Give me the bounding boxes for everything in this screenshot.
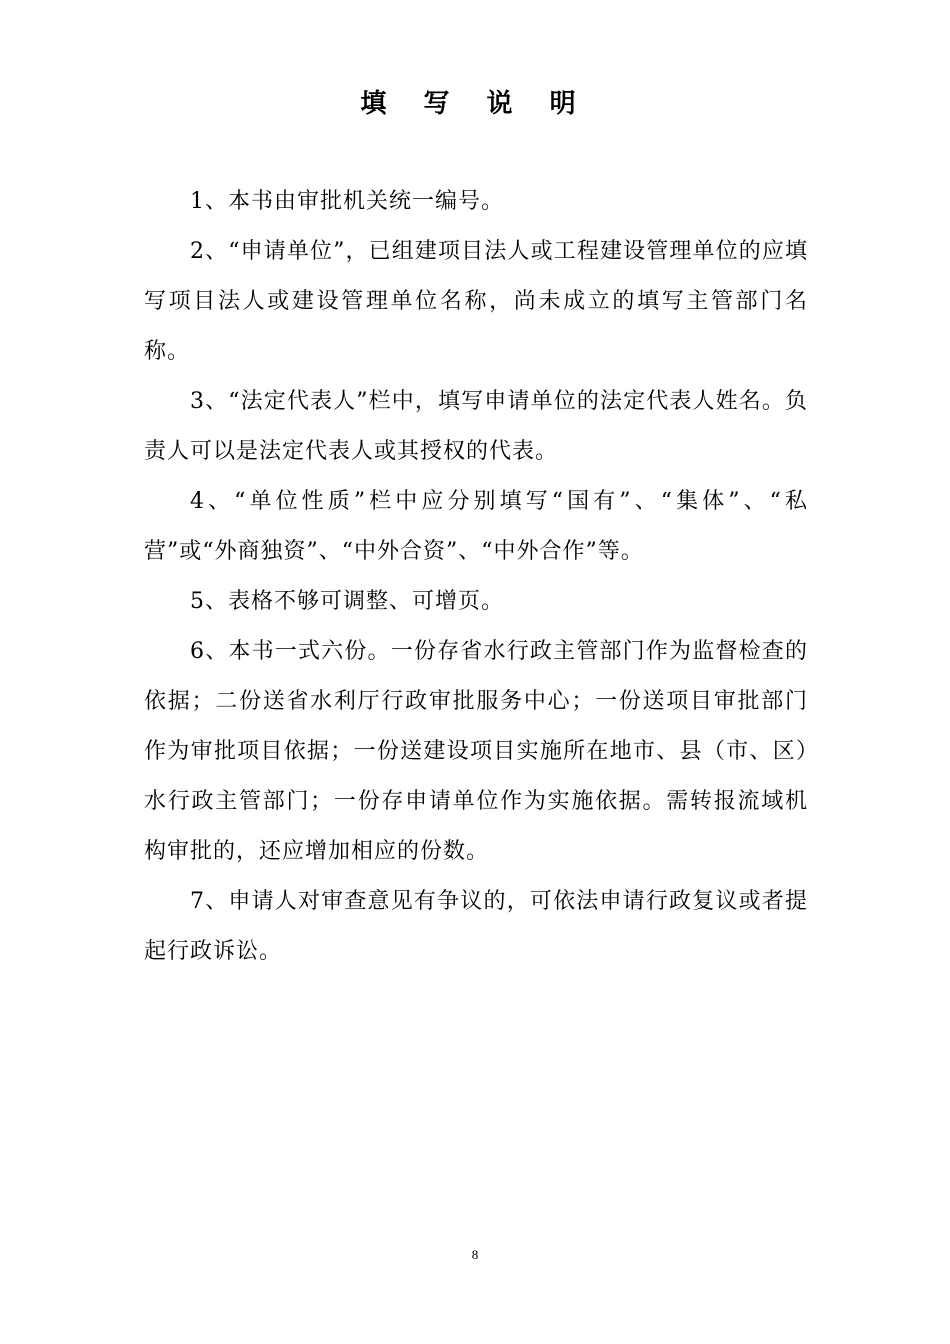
page-number: 8	[471, 1247, 479, 1262]
instruction-item-2: 2、“申请单位”，已组建项目法人或工程建设管理单位的应填写项目法人或建设管理单位名称，尚未成立的填写主管部门名称。	[144, 239, 808, 364]
instruction-item-6: 6、本书一式六份。一份存省水行政主管部门作为监督检查的依据；二份送省水利厅行政审批服务中心；一份送项目审批部门作为审批项目依据；一份送建设项目实施所在地市、县（市、区）水行政主管部门；一份存申请单位作为实施依据。需转报流域机构审批的，还应增加相应的份数。	[144, 639, 808, 864]
instructions-body	[144, 177, 808, 977]
instruction-item-5: 5、表格不够可调整、可增页。	[190, 589, 504, 614]
page-title: 填 写 说 明	[360, 89, 590, 119]
instruction-item-1: 1、本书由审批机关统一编号。	[190, 189, 504, 214]
instruction-item-4: 4、“单位性质”栏中应分别填写“国有”、“集体”、“私营”或“外商独资”、“中外合资”、“中外合作”等。	[144, 489, 808, 564]
instruction-item-3: 3、“法定代表人”栏中，填写申请单位的法定代表人姓名。负责人可以是法定代表人或其授权的代表。	[144, 389, 808, 464]
instruction-item-7: 7、申请人对审查意见有争议的，可依法申请行政复议或者提起行政诉讼。	[144, 889, 808, 964]
